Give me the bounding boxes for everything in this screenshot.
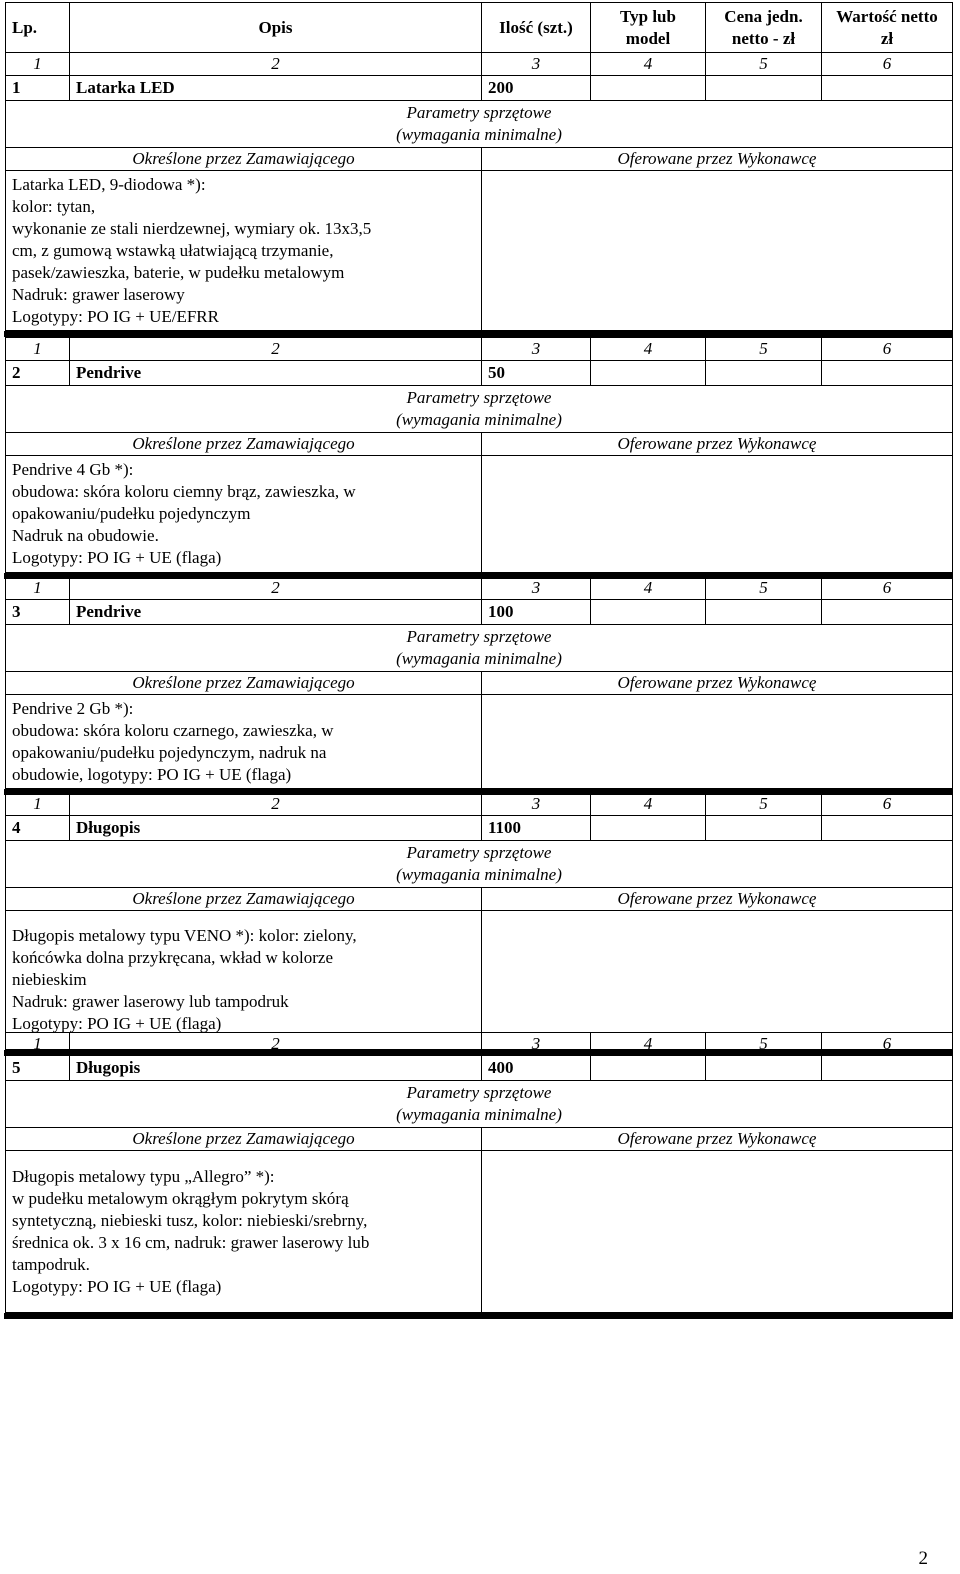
specification-line: Nadruk: grawer laserowy lub tampodruk [12, 992, 289, 1011]
specification-line: niebieskim [12, 970, 87, 989]
column-number: 1 [6, 53, 70, 76]
ordered-by-label: Określone przez Zamawiającego [6, 1128, 482, 1151]
column-number: 4 [591, 577, 706, 600]
item-name: Długopis [70, 1056, 482, 1081]
parameters-title-line1: Parametry sprzętowe [406, 1083, 552, 1102]
specification-line: obudowie, logotypy: PO IG + UE (flaga) [12, 764, 292, 784]
offer-cell [482, 911, 953, 1050]
parameters-title [6, 841, 953, 888]
specification-line: Pendrive 2 Gb *): [12, 698, 134, 718]
column-number: 6 [822, 793, 953, 816]
column-number: 5 [706, 338, 822, 361]
specification-text [6, 911, 482, 1050]
offered-by-label: Oferowane przez Wykonawcę [482, 888, 953, 911]
item-value-cell [822, 76, 953, 101]
specification-line: cm, z gumową wstawką ułatwiającą trzymanie, [12, 240, 334, 260]
column-number: 3 [482, 1033, 591, 1056]
parameters-title-line1: Parametry sprzętowe [406, 103, 552, 122]
specification-row [6, 456, 953, 573]
item-type-model-cell [591, 816, 706, 841]
column-number: 1 [6, 577, 70, 600]
item-name: Długopis [70, 816, 482, 841]
sides-row [6, 672, 953, 695]
item-row [6, 76, 953, 101]
specification-line: kolor: tytan, [12, 196, 96, 216]
column-number: 3 [482, 53, 591, 76]
item-quantity: 50 [482, 361, 591, 386]
specification-row [6, 1151, 953, 1313]
item-name: Pendrive [70, 361, 482, 386]
specification-text [6, 456, 482, 573]
parameters-title [6, 386, 953, 433]
specification-line: pasek/zawieszka, baterie, w pudełku metalowym [12, 262, 345, 282]
specification-line: Pendrive 4 Gb *): [12, 460, 134, 479]
specification-line: wykonanie ze stali nierdzewnej, wymiary ok. 13x3,5 [12, 218, 372, 238]
header-row [6, 3, 953, 53]
offer-cell [482, 695, 953, 789]
column-number: 3 [482, 577, 591, 600]
item-value-cell [822, 361, 953, 386]
column-number: 6 [822, 1033, 953, 1056]
parameters-title-line2: (wymagania minimalne) [396, 125, 562, 144]
specification-line: średnica ok. 3 x 16 cm, nadruk: grawer laserowy lub [12, 1232, 370, 1252]
column-number: 4 [591, 793, 706, 816]
column-number: 2 [70, 1033, 482, 1056]
header-cena: Cena jedn. netto - zł [706, 3, 822, 53]
parameters-title-line2: (wymagania minimalne) [396, 649, 562, 668]
offer-cell [482, 1151, 953, 1313]
column-number: 1 [6, 793, 70, 816]
page-number: 2 [918, 1548, 928, 1569]
specification-line: Logotypy: PO IG + UE (flaga) [12, 548, 222, 567]
offered-by-label: Oferowane przez Wykonawcę [482, 1128, 953, 1151]
parameters-title-line1: Parametry sprzętowe [406, 627, 552, 646]
item-row [6, 600, 953, 625]
block-separator [4, 1313, 953, 1319]
item-block-2 [5, 337, 953, 573]
specification-line: Długopis metalowy typu VENO *): kolor: zielony, [12, 926, 357, 945]
column-number-row [6, 338, 953, 361]
column-number: 5 [706, 1033, 822, 1056]
item-unit-price-cell [706, 361, 822, 386]
offered-by-label: Oferowane przez Wykonawcę [482, 433, 953, 456]
item-type-model-cell [591, 76, 706, 101]
item-unit-price-cell [706, 76, 822, 101]
specification-line: Latarka LED, 9-diodowa *): [12, 174, 206, 194]
parameters-title-line1: Parametry sprzętowe [406, 843, 552, 862]
specification-text [6, 1151, 482, 1313]
parameters-row [6, 101, 953, 148]
specification-line: opakowaniu/pudełku pojedynczym, nadruk na [12, 742, 327, 762]
item-quantity: 100 [482, 600, 591, 625]
header-wartosc: Wartość netto zł [822, 3, 953, 53]
header-ilosc: Ilość (szt.) [482, 3, 591, 53]
item-block-4 [5, 792, 953, 1050]
item-lp: 2 [6, 361, 70, 386]
item-unit-price-cell [706, 816, 822, 841]
item-value-cell [822, 816, 953, 841]
parameters-title-line1: Parametry sprzętowe [406, 388, 552, 407]
ordered-by-label: Określone przez Zamawiającego [6, 888, 482, 911]
specification-text [6, 695, 482, 789]
item-quantity: 400 [482, 1056, 591, 1081]
column-number: 4 [591, 53, 706, 76]
item-lp: 1 [6, 76, 70, 101]
specification-line: syntetyczną, niebieski tusz, kolor: niebieski/srebrny, [12, 1210, 368, 1230]
item-lp: 5 [6, 1056, 70, 1081]
sides-row [6, 888, 953, 911]
item-type-model-cell [591, 361, 706, 386]
column-number: 6 [822, 577, 953, 600]
parameters-row [6, 386, 953, 433]
column-number: 5 [706, 53, 822, 76]
item-unit-price-cell [706, 600, 822, 625]
item-lp: 3 [6, 600, 70, 625]
specification-line: Długopis metalowy typu „Allegro” *): [12, 1166, 275, 1186]
column-number: 4 [591, 338, 706, 361]
column-number: 2 [70, 793, 482, 816]
column-number-row [6, 1033, 953, 1056]
header-typ-model: Typ lub model [591, 3, 706, 53]
offer-cell [482, 456, 953, 573]
ordered-by-label: Określone przez Zamawiającego [6, 148, 482, 171]
item-block-5 [5, 1032, 953, 1313]
specification-line: w pudełku metalowym okrągłym pokrytym skórą [12, 1188, 349, 1208]
column-number-row [6, 53, 953, 76]
column-number: 1 [6, 338, 70, 361]
column-number: 5 [706, 793, 822, 816]
specification-line: Logotypy: PO IG + UE (flaga) [12, 1014, 222, 1033]
sides-row [6, 433, 953, 456]
parameters-title [6, 1081, 953, 1128]
parameters-title-line2: (wymagania minimalne) [396, 410, 562, 429]
parameters-title [6, 101, 953, 148]
sides-row [6, 148, 953, 171]
item-quantity: 200 [482, 76, 591, 101]
item-name: Latarka LED [70, 76, 482, 101]
specification-line: obudowa: skóra koloru czarnego, zawieszka, w [12, 720, 334, 740]
specification-line: końcówka dolna przykręcana, wkład w kolorze [12, 948, 333, 967]
header-table [5, 2, 953, 53]
item-name: Pendrive [70, 600, 482, 625]
specification-line: Logotypy: PO IG + UE/EFRR [12, 306, 219, 326]
offered-by-label: Oferowane przez Wykonawcę [482, 672, 953, 695]
parameters-title-line2: (wymagania minimalne) [396, 1105, 562, 1124]
column-number: 6 [822, 338, 953, 361]
parameters-row [6, 841, 953, 888]
item-block-1 [5, 52, 953, 331]
specification-line: tampodruk. [12, 1254, 90, 1274]
item-block-3 [5, 576, 953, 789]
item-type-model-cell [591, 600, 706, 625]
item-quantity: 1100 [482, 816, 591, 841]
header-lp: Lp. [6, 3, 70, 53]
specification-text [6, 171, 482, 331]
specification-row [6, 171, 953, 331]
item-row [6, 361, 953, 386]
item-row [6, 816, 953, 841]
parameters-row [6, 1081, 953, 1128]
parameters-title-line2: (wymagania minimalne) [396, 865, 562, 884]
specification-line: Logotypy: PO IG + UE (flaga) [12, 1276, 222, 1296]
specification-row [6, 911, 953, 1050]
column-number: 1 [6, 1033, 70, 1056]
ordered-by-label: Określone przez Zamawiającego [6, 433, 482, 456]
offer-cell [482, 171, 953, 331]
column-number-row [6, 577, 953, 600]
column-number: 3 [482, 338, 591, 361]
item-unit-price-cell [706, 1056, 822, 1081]
column-number: 2 [70, 577, 482, 600]
column-number: 5 [706, 577, 822, 600]
column-number: 2 [70, 53, 482, 76]
specification-line: opakowaniu/pudełku pojedynczym [12, 504, 251, 523]
column-number-row [6, 793, 953, 816]
offered-by-label: Oferowane przez Wykonawcę [482, 148, 953, 171]
parameters-title [6, 625, 953, 672]
column-number: 3 [482, 793, 591, 816]
item-lp: 4 [6, 816, 70, 841]
header-opis: Opis [70, 3, 482, 53]
column-number: 4 [591, 1033, 706, 1056]
specification-line: Nadruk: grawer laserowy [12, 284, 185, 304]
ordered-by-label: Określone przez Zamawiającego [6, 672, 482, 695]
column-number: 6 [822, 53, 953, 76]
parameters-row [6, 625, 953, 672]
item-type-model-cell [591, 1056, 706, 1081]
column-number: 2 [70, 338, 482, 361]
item-value-cell [822, 1056, 953, 1081]
item-value-cell [822, 600, 953, 625]
specification-line: Nadruk na obudowie. [12, 526, 159, 545]
specification-line: obudowa: skóra koloru ciemny brąz, zawieszka, w [12, 482, 356, 501]
specification-row [6, 695, 953, 789]
item-row [6, 1056, 953, 1081]
sides-row [6, 1128, 953, 1151]
